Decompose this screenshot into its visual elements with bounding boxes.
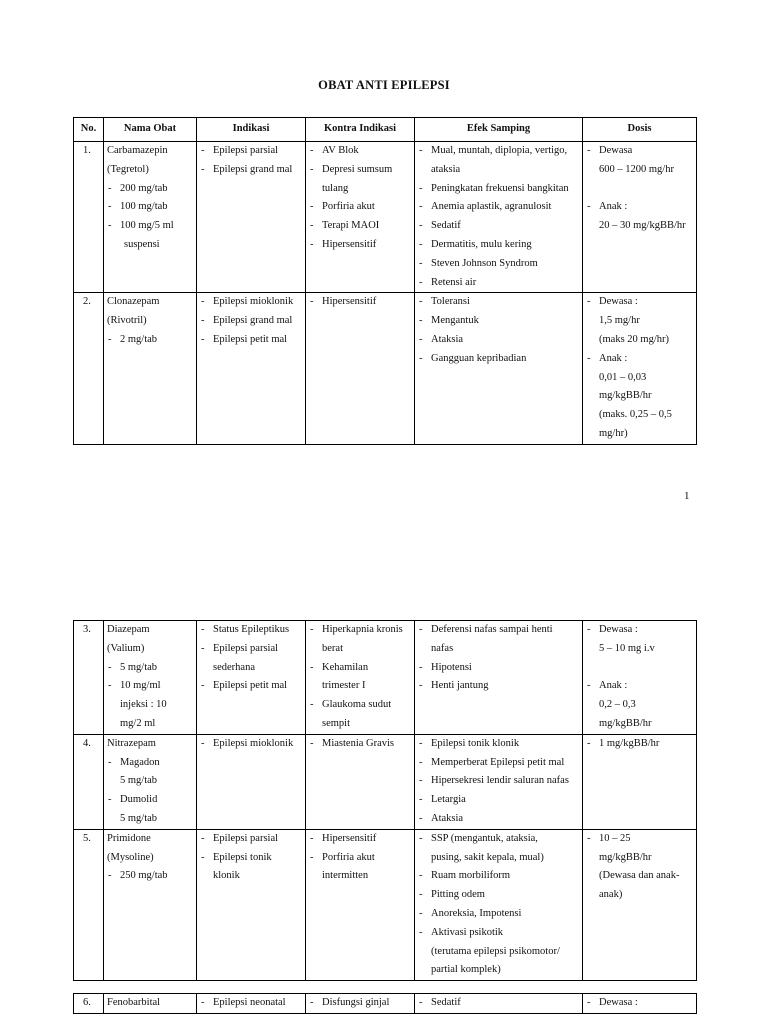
drug-name: Fenobarbital — [107, 997, 161, 1008]
list-item: - 200 mg/tab — [107, 180, 193, 199]
list-item: - 1 mg/kgBB/hr — [586, 735, 693, 754]
list-item-continuation: injeksi : 10 — [120, 699, 167, 711]
list-item-continuation: pusing, sakit kepala, mual) — [431, 851, 544, 863]
list-item: - Hipotensi — [418, 659, 579, 678]
row-number: 3. — [74, 621, 104, 735]
list-item: - Epilepsi grand mal — [200, 312, 302, 331]
drug-name-cell — [104, 734, 197, 829]
list-item: - 100 mg/tab — [107, 198, 193, 217]
list-item: - Toleransi — [418, 293, 579, 312]
list-item: - Status Epileptikus — [200, 621, 302, 640]
indikasi-cell — [197, 734, 306, 829]
drug-name-cell — [104, 621, 197, 735]
list-item: - 10 – 25 — [586, 830, 693, 849]
efek-samping-cell — [415, 293, 583, 444]
dosis-cell — [583, 829, 697, 980]
dosis-cell — [583, 734, 697, 829]
list-item: - Steven Johnson Syndrom — [418, 255, 579, 274]
list-item: - Dewasa : — [586, 994, 693, 1013]
list-item: - Epilepsi parsial — [200, 830, 302, 849]
list-item: - Epilepsi mioklonik — [200, 293, 302, 312]
list-item: - Epilepsi neonatal — [200, 994, 302, 1013]
drug-name: Nitrazepam — [107, 737, 156, 749]
drug-brand: (Tegretol) — [107, 163, 149, 175]
list-item: - Anemia aplastik, agranulosit — [418, 198, 579, 217]
list-item-continuation: mg/hr) — [599, 427, 628, 439]
list-item-continuation: 20 – 30 mg/kgBB/hr — [599, 220, 686, 232]
list-item-continuation: intermitten — [322, 870, 369, 882]
list-item: - Retensi air — [418, 274, 579, 293]
list-item: - Dewasa — [586, 142, 693, 161]
drug-name-cell — [104, 994, 197, 1014]
kontra-indikasi-cell — [306, 829, 415, 980]
list-item: - Epilepsi tonik klonik — [418, 735, 579, 754]
drug-table-page-2 — [73, 620, 697, 981]
header-nama-obat: Nama Obat — [104, 118, 197, 142]
list-item-continuation: partial komplek) — [431, 964, 501, 976]
kontra-indikasi-cell — [306, 734, 415, 829]
header-efek-samping: Efek Samping — [415, 118, 583, 142]
list-item-continuation: mg/kgBB/hr — [599, 390, 652, 402]
list-item: - Ruam morbiliform — [418, 867, 579, 886]
list-item-continuation: (terutama epilepsi psikomotor/ — [431, 945, 560, 957]
list-item: - Epilepsi petit mal — [200, 677, 302, 696]
list-item-continuation: 600 – 1200 mg/hr — [599, 163, 674, 175]
list-item-continuation: 5 mg/tab — [120, 775, 158, 787]
table-row — [74, 621, 697, 735]
header-no: No. — [74, 118, 104, 142]
dosis-cell — [583, 142, 697, 293]
list-item-continuation: tulang — [322, 182, 349, 194]
drug-brand: (Valium) — [107, 642, 145, 654]
list-item: - Epilepsi grand mal — [200, 161, 302, 180]
list-item: - Ataksia — [418, 810, 579, 829]
kontra-indikasi-cell — [306, 142, 415, 293]
kontra-indikasi-cell — [306, 293, 415, 444]
table-row — [74, 293, 697, 444]
list-item: - Magadon — [107, 754, 193, 773]
kontra-indikasi-cell — [306, 621, 415, 735]
list-item-continuation: berat — [322, 642, 343, 654]
list-item: - Anak : — [586, 677, 693, 696]
drug-name: Primidone — [107, 832, 151, 844]
table-row — [74, 829, 697, 980]
header-kontra-indikasi: Kontra Indikasi — [306, 118, 415, 142]
page-number: 1 — [684, 490, 690, 502]
list-item-continuation: (maks. 0,25 – 0,5 — [599, 409, 672, 421]
dosis-cell — [583, 621, 697, 735]
list-item-continuation: mg/2 ml — [120, 717, 156, 729]
list-item: - Epilepsi parsial — [200, 142, 302, 161]
drug-name-cell — [104, 293, 197, 444]
list-item: - Mengantuk — [418, 312, 579, 331]
list-item: - Dumolid — [107, 791, 193, 810]
indikasi-cell — [197, 142, 306, 293]
list-item-continuation: trimester I — [322, 680, 366, 692]
list-item: - 5 mg/tab — [107, 659, 193, 678]
list-item: - Anak : — [586, 350, 693, 369]
table-row — [74, 142, 697, 293]
list-item: - Disfungsi ginjal — [309, 994, 411, 1013]
list-item: - Gangguan kepribadian — [418, 350, 579, 369]
table-header-row — [74, 118, 697, 142]
list-item: - Anak : — [586, 198, 693, 217]
list-item: - Dewasa : — [586, 293, 693, 312]
list-item: - Hipersekresi lendir saluran nafas — [418, 772, 579, 791]
list-item: - 100 mg/5 ml — [107, 217, 193, 236]
list-item-continuation: 5 mg/tab — [120, 812, 158, 824]
list-item-continuation: sempit — [322, 717, 350, 729]
list-item: - Kehamilan — [309, 659, 411, 678]
list-item: - Dewasa : — [586, 621, 693, 640]
indikasi-cell — [197, 293, 306, 444]
list-item-continuation: mg/kgBB/hr — [599, 717, 652, 729]
kontra-indikasi-cell — [306, 994, 415, 1014]
list-item: - Epilepsi tonik — [200, 849, 302, 868]
list-item: - Porfiria akut — [309, 198, 411, 217]
list-item-continuation: nafas — [431, 642, 454, 654]
indikasi-cell — [197, 621, 306, 735]
list-item: - Sedatif — [418, 217, 579, 236]
list-item: - Depresi sumsum — [309, 161, 411, 180]
list-item: - Glaukoma sudut — [309, 696, 411, 715]
list-item: - Anoreksia, Impotensi — [418, 905, 579, 924]
efek-samping-cell — [415, 829, 583, 980]
efek-samping-cell — [415, 621, 583, 735]
row-number: 2. — [74, 293, 104, 444]
list-item: - Hipersensitif — [309, 830, 411, 849]
drug-brand: (Rivotril) — [107, 315, 147, 327]
drug-name: Carbamazepin — [107, 145, 168, 156]
list-item: - Memperberat Epilepsi petit mal — [418, 754, 579, 773]
efek-samping-cell — [415, 994, 583, 1014]
efek-samping-cell — [415, 734, 583, 829]
table-row — [74, 734, 697, 829]
list-item-continuation: 5 – 10 mg i.v — [599, 642, 655, 654]
dosis-cell — [583, 293, 697, 444]
drug-table-page-1 — [73, 117, 697, 445]
list-item: - Miastenia Gravis — [309, 735, 411, 754]
list-item-continuation: (maks 20 mg/hr) — [599, 333, 669, 345]
list-item: - 10 mg/ml — [107, 677, 193, 696]
drug-brand: (Mysoline) — [107, 851, 154, 863]
list-item: - Epilepsi parsial — [200, 640, 302, 659]
list-item: - Mual, muntah, diplopia, vertigo, — [418, 142, 579, 161]
list-item: - Deferensi nafas sampai henti — [418, 621, 579, 640]
row-number: 1. — [74, 142, 104, 293]
list-item: - Epilepsi mioklonik — [200, 735, 302, 754]
list-item: - 250 mg/tab — [107, 867, 193, 886]
row-number: 6. — [74, 994, 104, 1014]
list-item: - Porfiria akut — [309, 849, 411, 868]
list-item: - Epilepsi petit mal — [200, 331, 302, 350]
list-item-continuation: sederhana — [213, 661, 255, 673]
indikasi-cell — [197, 994, 306, 1014]
list-item: - Terapi MAOI — [309, 217, 411, 236]
header-dosis: Dosis — [583, 118, 697, 142]
header-indikasi: Indikasi — [197, 118, 306, 142]
list-item-continuation: 0,2 – 0,3 — [599, 699, 636, 711]
list-item-continuation: suspensi — [124, 238, 160, 250]
list-item-continuation: 0,01 – 0,03 — [599, 371, 647, 383]
drug-name: Clonazepam — [107, 296, 160, 308]
efek-samping-cell — [415, 142, 583, 293]
drug-name: Diazepam — [107, 624, 150, 635]
list-item-continuation: 1,5 mg/hr — [599, 315, 640, 327]
list-item: - AV Blok — [309, 142, 411, 161]
list-item: - Aktivasi psikotik — [418, 924, 579, 943]
list-item: - Ataksia — [418, 331, 579, 350]
drug-name-cell — [104, 829, 197, 980]
list-item: - Hipersensitif — [309, 293, 411, 312]
list-item: - 2 mg/tab — [107, 331, 193, 350]
list-item: - Hiperkapnia kronis — [309, 621, 411, 640]
list-item: - Dermatitis, mulu kering — [418, 236, 579, 255]
indikasi-cell — [197, 829, 306, 980]
row-number: 4. — [74, 734, 104, 829]
list-item-continuation: klonik — [213, 870, 240, 882]
list-item-continuation: ataksia — [431, 163, 461, 175]
list-item: - Peningkatan frekuensi bangkitan — [418, 180, 579, 199]
list-item-continuation: (Dewasa dan anak- — [599, 870, 680, 882]
document-title: OBAT ANTI EPILEPSI — [318, 78, 450, 92]
list-item-continuation: mg/kgBB/hr — [599, 851, 652, 863]
drug-name-cell — [104, 142, 197, 293]
list-item: - Sedatif — [418, 994, 579, 1013]
list-item: - Henti jantung — [418, 677, 579, 696]
row-number: 5. — [74, 829, 104, 980]
list-item-continuation: anak) — [599, 889, 623, 901]
list-item: - Letargia — [418, 791, 579, 810]
table-row — [74, 994, 697, 1014]
list-item: - Pitting odem — [418, 886, 579, 905]
list-item: - SSP (mengantuk, ataksia, — [418, 830, 579, 849]
drug-table-page-3 — [73, 993, 697, 1014]
dosis-cell — [583, 994, 697, 1014]
list-item: - Hipersensitif — [309, 236, 411, 255]
